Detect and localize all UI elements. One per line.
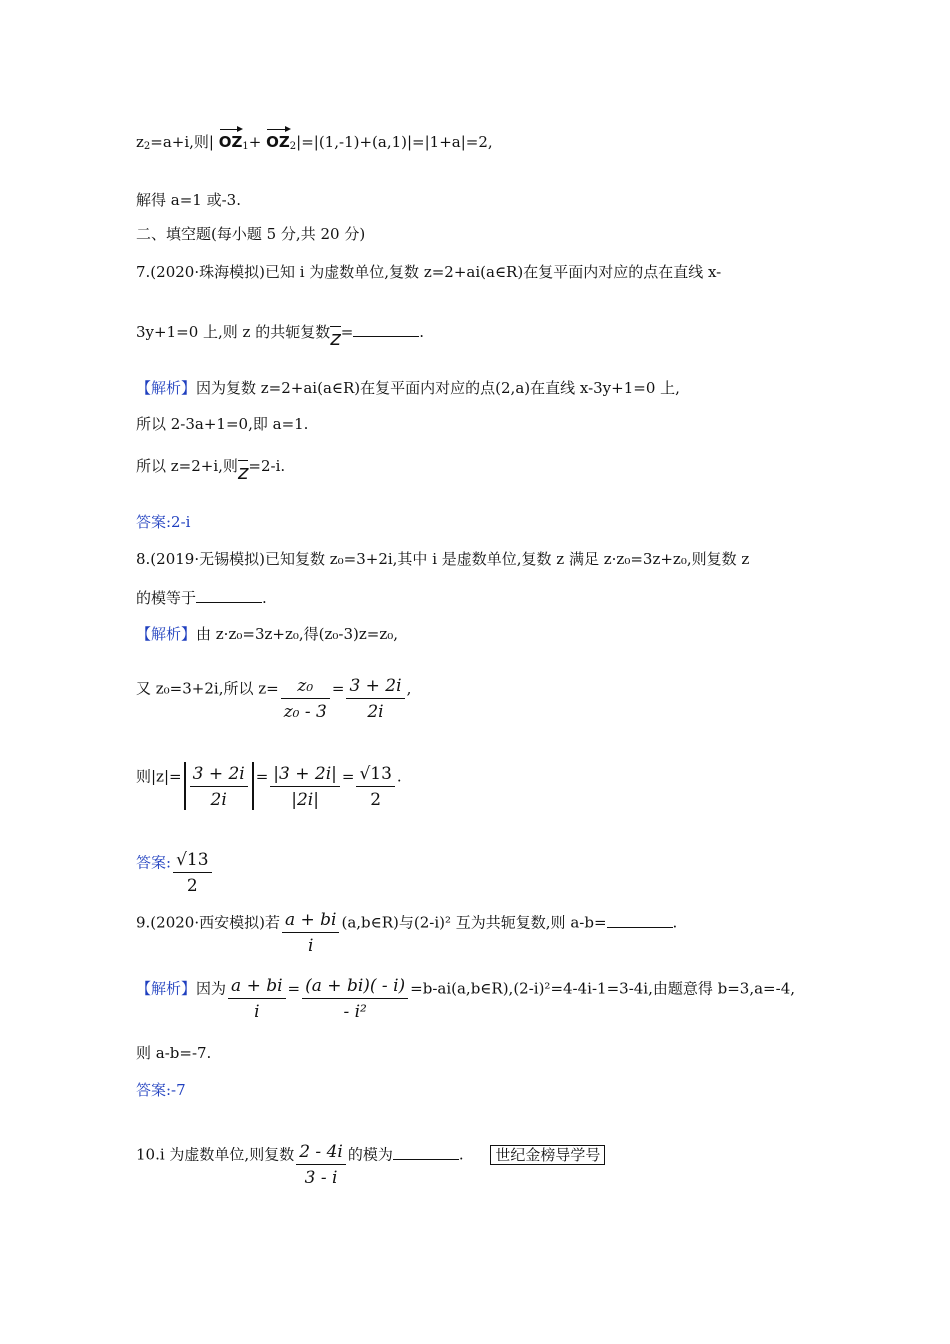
text: 的模等于 [136,589,197,607]
fraction: $\frac{√13}{2}$ [173,848,211,899]
text: 3y+1=0 上,则 z 的共轭复数 [136,323,331,341]
text: 9.(2020·西安模拟)若 [136,913,280,932]
text: 因为 [196,979,227,998]
period: . [262,589,267,607]
answer-8 [136,838,214,896]
analysis-tag: 【解析】 [136,379,197,397]
answer-blank [393,1145,459,1160]
equals: = [287,979,301,998]
question-7-line-2 [136,320,425,350]
conjugate-z: z [237,460,249,484]
analysis-8-line-1 [136,624,398,644]
fraction: $\frac{√13}{2}$ [356,762,394,813]
abs-bar-left [184,762,186,810]
answer-blank [607,913,673,928]
period: . [396,767,402,786]
text: 所以 z=2+i,则 [136,457,238,475]
answer-label: 答案: [136,853,172,872]
abs-bar-right [252,762,254,810]
question-8-line-1: 8.(2019·无锡模拟)已知复数 z₀=3+2i,其中 i 是虚数单位,复数 z 满足 z·z₀=3z+z₀,则复数 z [136,550,750,568]
text: z [136,133,144,151]
analysis-tag: 【解析】 [136,979,197,998]
period: . [672,913,678,932]
answer-7: 答案:2-i [136,513,191,531]
text: 又 z₀=3+2i,所以 z= [136,679,279,698]
answer-blank [196,588,262,603]
fraction: $\frac{a + bi}{i}$ [228,974,286,1025]
analysis-tag: 【解析】 [136,625,197,643]
period: . [419,323,425,341]
analysis-9-line-2: 则 a-b=-7. [136,1044,212,1062]
text: =a+i,则| [150,133,214,151]
text: 10.i 为虚数单位,则复数 [136,1145,295,1164]
watermark-box: 世纪金榜导学号 [490,1145,605,1165]
section-title: 二、填空题(每小题 5 分,共 20 分) [136,225,366,243]
equals: = [255,767,269,786]
period: . [458,1145,464,1164]
fraction: $\frac{(a + bi)( - i)}{\text{- i²}}$ [302,974,408,1025]
question-8-line-2 [136,588,267,608]
text: |=|(1,-1)+(a,1)|=|1+a|=2, [296,133,493,151]
text: 因为复数 z=2+ai(a∈R)在复平面内对应的点(2,a)在直线 x-3y+1=0 上, [196,379,680,397]
conjugate-z: z [330,326,341,350]
fraction: $\frac{\text{z₀}}{\text{z₀ - 3}}$ [281,674,330,725]
solution-result: 解得 a=1 或-3. [136,191,241,209]
fraction: $\frac{3 + 2i}{2i}$ [190,762,248,813]
text: 由 z·z₀=3z+z₀,得(z₀-3)z=z₀, [196,625,399,643]
analysis-8-line-3 [136,752,402,810]
analysis-9-line-1 [136,964,796,1022]
subscript: 2 [143,141,151,152]
analysis-7-line-1 [136,378,680,398]
text: =b-ai(a,b∈R),(2-i)²=4-4i-1=3-4i,由题意得 b=3,a=-4, [410,979,796,998]
text: 则|z|= [136,767,182,786]
equals: = [340,323,354,341]
fraction: $\frac{3 + 2i}{2i}$ [346,674,404,725]
solution-line-vector [136,132,493,157]
vector-oz2: OZ [266,133,290,151]
comma: , [406,679,412,698]
answer-9: 答案:-7 [136,1081,186,1099]
analysis-7-line-2: 所以 2-3a+1=0,即 a=1. [136,415,309,433]
answer-blank [353,322,419,337]
analysis-7-line-3 [136,454,286,484]
fraction: $\frac{a + bi}{i}$ [282,908,340,959]
analysis-8-line-2 [136,664,412,722]
vector-oz1: OZ [218,133,243,151]
fraction: $\frac{|3 + 2i|}{|2i|}$ [270,762,340,813]
question-10 [136,1130,605,1188]
fraction: $\frac{2 - 4i}{3 - i}$ [296,1140,346,1191]
text: (a,b∈R)与(2-i)² 互为共轭复数,则 a-b= [341,913,607,932]
plus-sign: + [248,133,262,151]
text: 的模为 [347,1145,393,1164]
subscript: 1 [242,141,249,152]
equals: = [341,767,355,786]
text: =2-i. [248,457,286,475]
equals: = [331,679,345,698]
question-7-line-1: 7.(2020·珠海模拟)已知 i 为虚数单位,复数 z=2+ai(a∈R)在复平面内对应的点在直线 x- [136,263,722,281]
question-9 [136,898,678,956]
subscript: 2 [289,141,297,152]
